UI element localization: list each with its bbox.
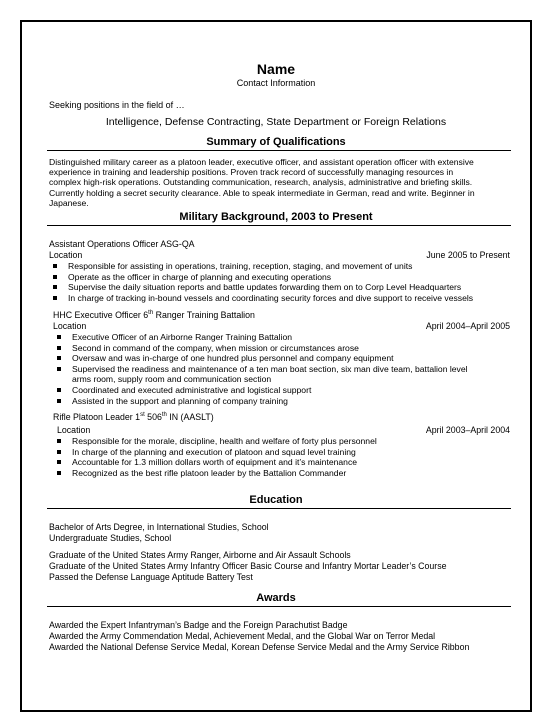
awards-rule — [47, 606, 511, 607]
bullet-icon — [53, 275, 57, 279]
contact-information: Contact Information — [236, 78, 316, 88]
summary-line: complex high-risk operations. Outstanding communication, research, analysis, administrative and briefing skills. — [49, 177, 473, 188]
education-line: Passed the Defense Language Aptitude Battery Test — [49, 572, 253, 582]
summary-line: Currently holding a secret security clearance. Able to speak intermediate in German, read and write. Beginner in — [49, 187, 475, 198]
job-bullet: Recognized as the best rifle platoon leader by the Battalion Commander — [53, 468, 519, 479]
job-title: Assistant Operations Officer ASG-QA — [49, 239, 195, 249]
job-dates: April 2003–April 2004 — [425, 425, 510, 435]
summary-heading: Summary of Qualifications — [206, 136, 346, 148]
bullet-icon — [57, 388, 61, 392]
job-location: Location — [57, 425, 91, 435]
award-line: Awarded the National Defense Service Medal, Korean Defense Service Medal and the Army Service Ribbon — [49, 642, 470, 652]
job-bullet: Responsible for assisting in operations, training, reception, staging, and movement of units — [49, 261, 519, 272]
military-rule — [47, 225, 511, 226]
bullet-icon — [57, 460, 61, 464]
bullet-icon — [57, 471, 61, 475]
bullet-icon — [57, 356, 61, 360]
awards-heading: Awards — [256, 592, 296, 604]
target-fields: Intelligence, Defense Contracting, State Department or Foreign Relations — [105, 116, 447, 128]
job-location: Location — [49, 250, 83, 260]
resume-page — [20, 20, 532, 712]
bullet-icon — [53, 296, 57, 300]
job-bullet: Coordinated and executed administrative and logistical support — [53, 385, 519, 396]
resume-name: Name — [256, 61, 296, 77]
education-line: Bachelor of Arts Degree, in International Studies, School — [49, 522, 269, 532]
job-dates: April 2004–April 2005 — [425, 321, 510, 331]
job-bullet: Second in command of the company, when mission or circumstances arose — [53, 343, 519, 354]
bullet-icon — [57, 367, 61, 371]
bullet-icon — [53, 285, 57, 289]
bullet-icon — [57, 399, 61, 403]
job-title: HHC Executive Officer 6th Ranger Training Battalion — [53, 310, 255, 320]
job-bullet: In charge of tracking in-bound vessels and coordinating security forces and dive support to receive vessels — [49, 293, 519, 304]
bullet-icon — [57, 335, 61, 339]
job-bullet: Operate as the officer in charge of planning and executing operations — [49, 272, 519, 283]
job-bullet: Oversaw and was in-charge of one hundred plus personnel and company equipment — [53, 353, 519, 364]
award-line: Awarded the Expert Infantryman’s Badge and the Foreign Parachutist Badge — [49, 620, 348, 630]
job-bullet: In charge of the planning and execution of platoon and squad level training — [53, 447, 519, 458]
education-rule — [47, 508, 511, 509]
summary-line: Japanese. — [49, 197, 89, 208]
summary-paragraph — [49, 157, 513, 208]
education-heading: Education — [249, 494, 303, 506]
summary-line: experience in training and leadership positions. Proven track record of successfully managing resources in — [49, 167, 454, 178]
education-line: Graduate of the United States Army Ranger, Airborne and Air Assault Schools — [49, 550, 351, 560]
bullet-icon — [57, 346, 61, 350]
seeking-statement: Seeking positions in the field of … — [49, 100, 185, 110]
summary-line: Distinguished military career as a platoon leader, executive officer, and assistant operation officer with extensive — [49, 157, 474, 167]
job-bullet: Responsible for the morale, discipline, health and welfare of forty plus personnel — [53, 436, 519, 447]
bullet-icon — [53, 264, 57, 268]
job-location: Location — [53, 321, 87, 331]
education-line: Graduate of the United States Army Infantry Officer Basic Course and Infantry Mortar Leader’s Course — [49, 561, 447, 571]
job-dates: June 2005 to Present — [426, 250, 510, 260]
award-line: Awarded the Army Commendation Medal, Achievement Medal, and the Global War on Terror Medal — [49, 631, 436, 641]
job-bullet: Accountable for 1.3 million dollars worth of equipment and it’s maintenance — [53, 457, 519, 468]
bullet-icon — [57, 450, 61, 454]
job-title: Rifle Platoon Leader 1st 506th IN (AASLT) — [53, 412, 214, 422]
job-bullets — [53, 332, 519, 406]
job-bullet: Executive Officer of an Airborne Ranger Training Battalion — [53, 332, 519, 343]
job-bullet: Assisted in the support and planning of company training — [53, 396, 519, 407]
job-bullet: Supervise the daily situation reports and battle updates forwarding them on to Corp Level Headquarters — [49, 282, 519, 293]
job-bullet: Supervised the readiness and maintenance of a ten man boat section, six man dive team, battalion level arms room, supply room and communication section — [53, 364, 519, 385]
summary-rule — [47, 150, 511, 151]
job-bullets — [53, 436, 519, 478]
bullet-icon — [57, 439, 61, 443]
military-heading: Military Background, 2003 to Present — [179, 211, 373, 223]
job-bullets — [49, 261, 519, 303]
education-line: Undergraduate Studies, School — [49, 533, 172, 543]
